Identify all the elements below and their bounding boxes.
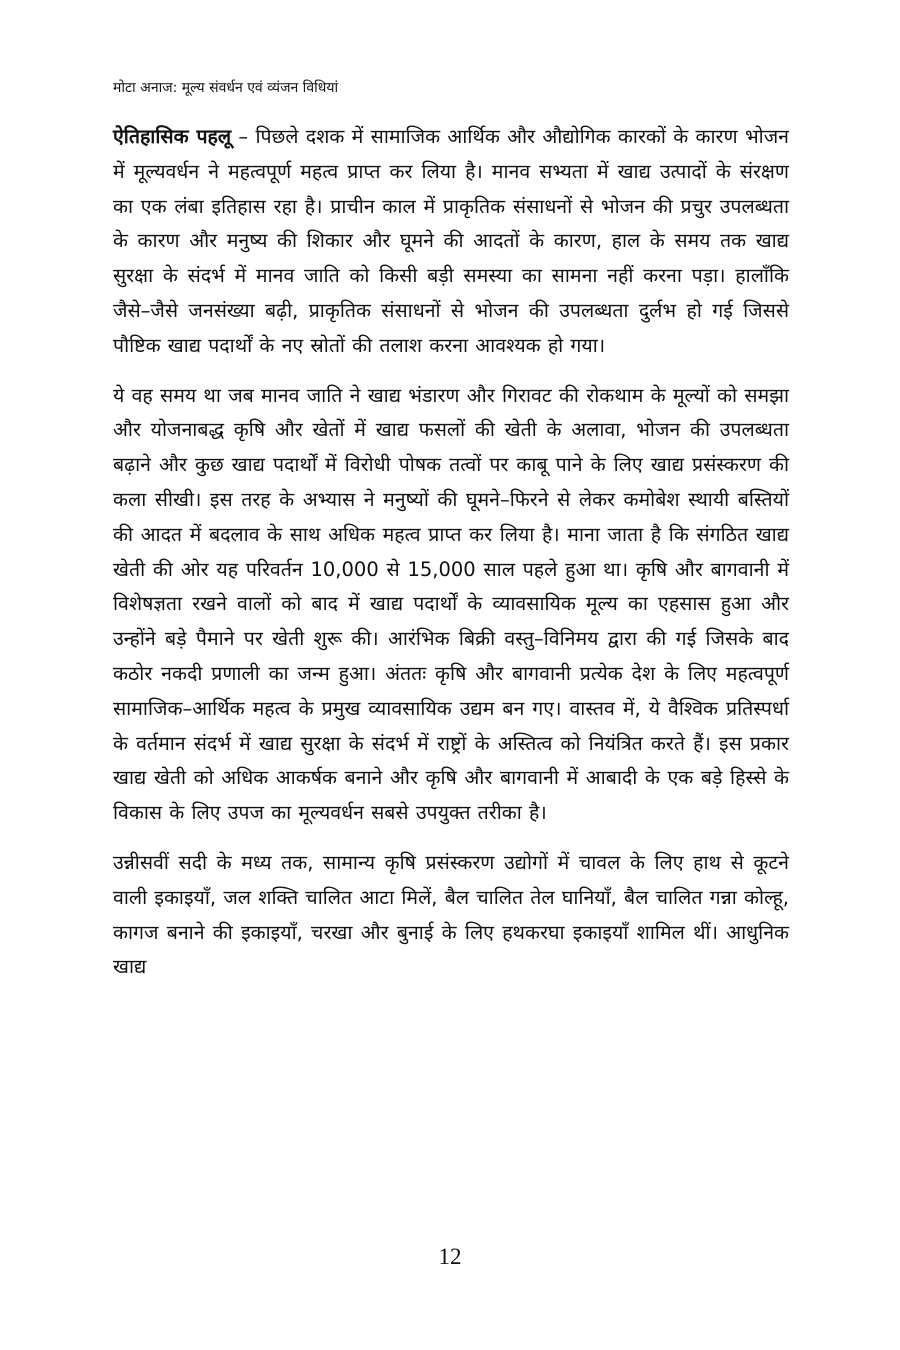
page-body — [113, 120, 789, 1000]
paragraph-text: – पिछले दशक में सामाजिक आर्थिक और औद्योगिक कारकों के कारण भोजन में मूल्यवर्धन ने महत्वपूर्ण महत्व प्राप्त कर लिया है। मानव सभ्यता में खाद्य उत्पादों के संरक्षण का एक लंबा इतिहास रहा है। प्राचीन काल में प्राकृतिक संसाधनों से भोजन की प्रचुर उपलब्धता के कारण और मनुष्य की शिकार और घूमने की आदतों के कारण, हाल के समय तक खाद्य सुरक्षा के संदर्भ में मानव जाति को किसी बड़ी समस्या का सामना नहीं करना पड़ा। हालाँकि जैसे–जैसे जनसंख्या बढ़ी, प्राकृतिक संसाधनों से भोजन की उपलब्धता दुर्लभ हो गई जिससे पौष्टिक खाद्य पदार्थों के नए स्रोतों की तलाश करना आवश्यक हो गया। — [113, 125, 789, 357]
paragraph-food-processing-origin: ये वह समय था जब मानव जाति ने खाद्य भंडारण और गिरावट की रोकथाम के मूल्यों को समझा और योजनाबद्ध कृषि और खेतों में खाद्य फसलों की खेती के अलावा, भोजन की उपलब्धता बढ़ाने और कुछ खाद्य पदार्थों में विरोधी पोषक तत्वों पर काबू पाने के लिए खाद्य प्रसंस्करण की कला सीखी। इस तरह के अभ्यास ने मनुष्यों की घूमने–फिरने से लेकर कमोबेश स्थायी बस्तियों की आदत में बदलाव के साथ अधिक महत्व प्राप्त कर लिया है। माना जाता है कि संगठित खाद्य खेती की ओर यह परिवर्तन 10,000 से 15,000 साल पहले हुआ था। कृषि और बागवानी में विशेषज्ञता रखने वालों को बाद में खाद्य पदार्थों के व्यावसायिक मूल्य का एहसास हुआ और उन्होंने बड़े पैमाने पर खेती शुरू की। आरंभिक बिक्री वस्तु–विनिमय द्वारा की गई जिसके बाद कठोर नकदी प्रणाली का जन्म हुआ। अंततः कृषि और बागवानी प्रत्येक देश के लिए महत्वपूर्ण सामाजिक–आर्थिक महत्व के प्रमुख व्यावसायिक उद्यम बन गए। वास्तव में, ये वैश्विक प्रतिस्पर्धा के वर्तमान संदर्भ में खाद्य सुरक्षा के संदर्भ में राष्ट्रों के अस्तित्व को नियंत्रित करते हैं। इस प्रकार खाद्य खेती को अधिक आकर्षक बनाने और कृषि और बागवानी में आबादी के एक बड़े हिस्से के विकास के लिए उपज का मूल्यवर्धन सबसे उपयुक्त तरीका है। — [113, 383, 789, 825]
page-number: 12 — [438, 1244, 462, 1269]
running-header: मोटा अनाज: मूल्य संवर्धन एवं व्यंजन विधियां — [113, 80, 339, 96]
paragraph-historical-aspect — [113, 120, 789, 364]
paragraph-lead-heading: ऐतिहासिक पहलू — [113, 125, 232, 148]
paragraph-nineteenth-century: उन्नीसवीं सदी के मध्य तक, सामान्य कृषि प्रसंस्करण उद्योगों में चावल के लिए हाथ से कूटने वाली इकाइयाँ, जल शक्ति चालित आटा मिलें, बैल चालित तेल घानियाँ, बैल चालित गन्ना कोल्हू, कागज बनाने की इकाइयाँ, चरखा और बुनाई के लिए हथकरघा इकाइयाँ शामिल थीं। आधुनिक खाद्य — [113, 850, 789, 979]
